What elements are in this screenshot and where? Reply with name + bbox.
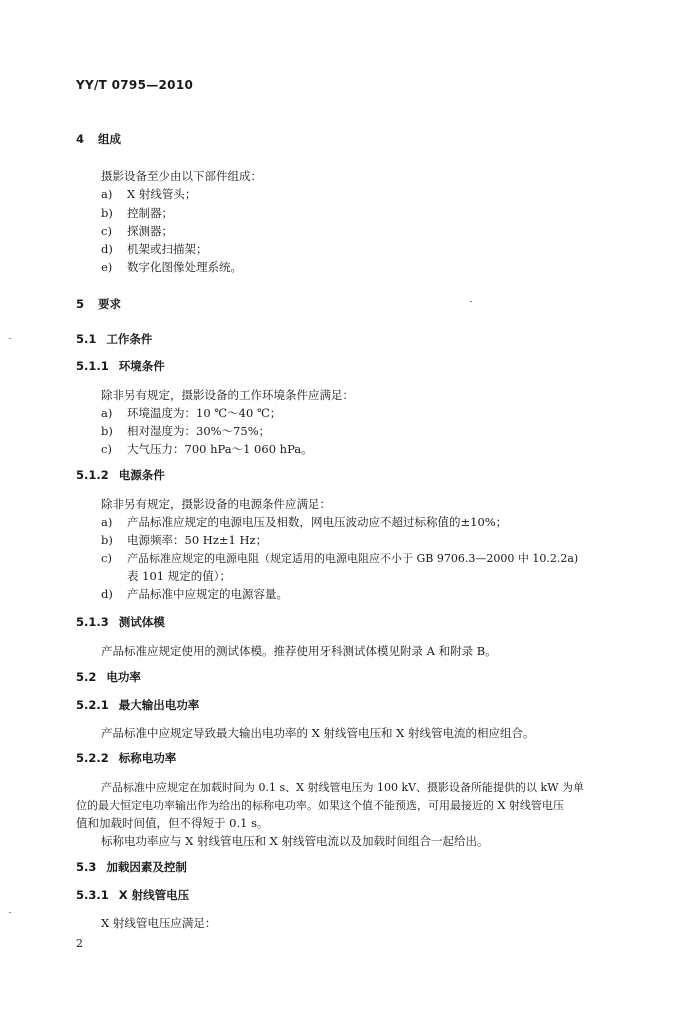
section-title: 工作条件 — [106, 332, 153, 346]
list-marker: c) — [101, 442, 112, 456]
list-text: 相对湿度为：30%～75%； — [127, 424, 271, 438]
list-marker: b) — [101, 206, 113, 220]
list-text: 产品标准应规定的电源电压及相数，网电压波动应不超过标称值的±10%； — [127, 515, 508, 529]
scan-speck — [9, 338, 11, 339]
section-title: 要求 — [98, 297, 122, 311]
list-item — [101, 586, 288, 602]
list-marker: b) — [101, 533, 113, 547]
list-item — [101, 423, 270, 439]
list-item — [101, 514, 507, 530]
list-continuation: 表 101 规定的值）； — [127, 569, 232, 583]
section-title: 电源条件 — [118, 468, 165, 482]
section-5-1-1-heading — [76, 358, 165, 374]
section-5-2-heading — [76, 669, 141, 685]
page-number: 2 — [76, 937, 83, 950]
paragraph-line: 产品标准中应规定在加载时间为 0.1 s、X 射线管电压为 100 kV、摄影设备所能提供的以 kW 为单 — [101, 781, 585, 794]
list-text: 控制器； — [127, 206, 173, 220]
list-marker: b) — [101, 424, 113, 438]
section-5-2-2-heading — [76, 750, 176, 766]
section-5-1-3-heading — [76, 614, 165, 630]
section-number: 5.2.2 — [76, 751, 109, 765]
section-title: X 射线管电压 — [118, 888, 190, 902]
list-marker: a) — [101, 515, 113, 529]
section-5-1-1-intro: 除非另有规定，摄影设备的工作环境条件应满足： — [101, 388, 354, 402]
section-number: 5.1.2 — [76, 468, 109, 482]
list-text: X 射线管头； — [127, 187, 197, 201]
list-text: 产品标准应规定的电源电阻（规定适用的电源电阻应不小于 GB 9706.3—2000 中 10.2.2a) — [127, 552, 579, 565]
paragraph-line: 位的最大恒定电功率输出作为给出的标称电功率。如果这个值不能预选，可用最接近的 X 射线管电压 — [76, 799, 564, 812]
list-item — [101, 441, 313, 457]
section-5-3-heading — [76, 859, 187, 875]
list-item — [101, 532, 267, 548]
section-number: 5.2.1 — [76, 698, 109, 712]
list-text: 电源频率：50 Hz±1 Hz； — [127, 533, 268, 547]
section-title: 最大输出电功率 — [118, 698, 200, 712]
list-item — [101, 223, 173, 239]
section-4-intro: 摄影设备至少由以下部件组成： — [101, 169, 262, 183]
list-text: 大气压力：700 hPa～1 060 hPa。 — [127, 442, 313, 456]
section-title: 标称电功率 — [118, 751, 177, 765]
section-number: 5.3 — [76, 860, 97, 874]
list-item — [101, 405, 281, 421]
section-title: 环境条件 — [118, 359, 165, 373]
list-item — [101, 186, 196, 202]
scan-speck — [470, 301, 472, 302]
list-text: 机架或扫描架； — [127, 242, 208, 256]
section-5-1-2-intro: 除非另有规定，摄影设备的电源条件应满足： — [101, 497, 331, 511]
section-number: 5.2 — [76, 670, 97, 684]
list-item — [101, 205, 173, 221]
section-4-heading — [76, 131, 121, 147]
standard-number: YY/T 0795—2010 — [76, 78, 194, 92]
section-5-heading — [76, 296, 121, 312]
section-5-1-heading — [76, 331, 152, 347]
list-item — [101, 241, 208, 257]
section-5-1-3-paragraph: 产品标准应规定使用的测试体模。推荐使用牙科测试体模见附录 A 和附录 B。 — [101, 644, 497, 658]
paragraph-line: 标称电功率应与 X 射线管电压和 X 射线管电流以及加载时间组合一起给出。 — [101, 834, 489, 848]
list-item — [101, 550, 578, 566]
section-5-3-1-paragraph: X 射线管电压应满足： — [101, 916, 217, 930]
section-5-2-1-paragraph: 产品标准中应规定导致最大输出电功率的 X 射线管电压和 X 射线管电流的相应组合。 — [101, 726, 535, 740]
list-marker: a) — [101, 406, 113, 420]
scan-speck — [9, 912, 11, 913]
section-number: 5.1.1 — [76, 359, 109, 373]
section-5-3-1-heading — [76, 887, 189, 903]
list-text: 数字化图像处理系统。 — [127, 260, 242, 274]
list-marker: d) — [101, 587, 113, 601]
section-number: 5 — [76, 297, 85, 311]
section-title: 组成 — [98, 132, 122, 146]
list-text: 产品标准中应规定的电源容量。 — [127, 587, 288, 601]
section-number: 5.3.1 — [76, 888, 109, 902]
paragraph-line: 值和加载时间值，但不得短于 0.1 s。 — [76, 816, 269, 830]
section-5-2-1-heading — [76, 697, 199, 713]
list-marker: c) — [101, 224, 112, 238]
list-marker: c) — [101, 551, 112, 565]
list-marker: a) — [101, 187, 113, 201]
section-number: 5.1.3 — [76, 615, 109, 629]
section-title: 电功率 — [106, 670, 141, 684]
list-text: 探测器； — [127, 224, 173, 238]
list-item — [101, 259, 242, 275]
list-marker: e) — [101, 260, 113, 274]
list-marker: d) — [101, 242, 113, 256]
section-number: 4 — [76, 132, 85, 146]
section-title: 加载因素及控制 — [106, 860, 187, 874]
section-5-1-2-heading — [76, 467, 165, 483]
section-number: 5.1 — [76, 332, 97, 346]
list-text: 环境温度为：10 ℃～40 ℃； — [127, 406, 282, 420]
section-title: 测试体模 — [118, 615, 165, 629]
